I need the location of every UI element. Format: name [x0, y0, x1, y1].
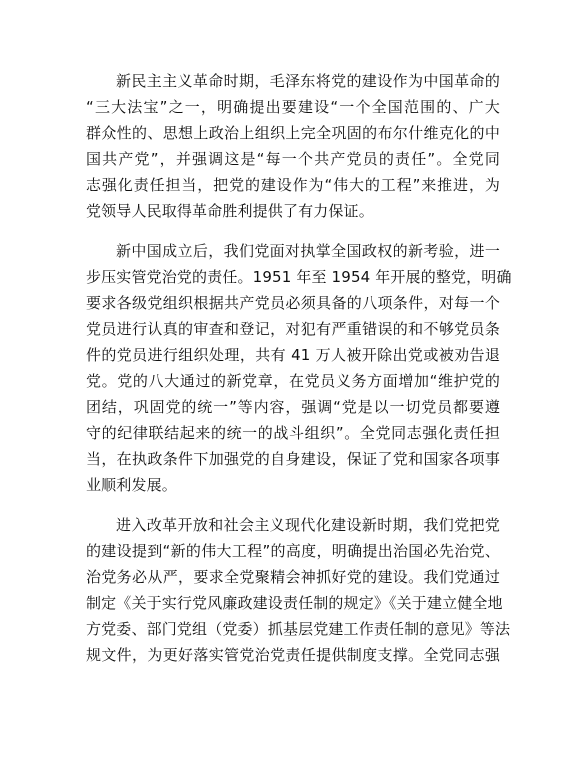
text-line: 件的党员进行组织处理，共有 41 万人被开除出党或被劝告退 [86, 346, 500, 364]
text-line: 新中国成立后，我们党面对执掌全国政权的新考验，进一 [116, 242, 500, 260]
text-line: 规文件，为更好落实管党治党责任提供制度支撑。全党同志强 [86, 646, 500, 664]
text-line: 党。党的八大通过的新党章，在党员义务方面增加“维护党的 [86, 372, 500, 390]
text-line: 当，在执政条件下加强党的自身建设，保证了党和国家各项事 [86, 450, 500, 468]
text-line: 群众性的、思想上政治上组织上完全巩固的布尔什维克化的中 [86, 124, 500, 142]
paragraph-3 [86, 512, 511, 668]
text-line: 制定《关于实行党风廉政建设责任制的规定》《关于建立健全地 [86, 594, 503, 612]
paragraph-1 [86, 68, 500, 224]
text-line: 业顺利发展。 [86, 476, 177, 494]
text-line: 团结，巩固党的统一”等内容，强调“党是以一切党员都要遵 [86, 398, 500, 416]
text-line: 进入改革开放和社会主义现代化建设新时期，我们党把党 [116, 516, 500, 534]
text-line: “三大法宝”之一，明确提出要建设“一个全国范围的、广大 [86, 98, 500, 116]
paragraph-2 [86, 238, 512, 498]
text-line: 党领导人民取得革命胜利提供了有力保证。 [86, 202, 374, 220]
text-line: 步压实管党治党的责任。1951 年至 1954 年开展的整党，明确 [86, 268, 512, 286]
text-line: 的建设提到“新的伟大工程”的高度，明确提出治国必先治党、 [86, 542, 500, 560]
text-line: 党员进行认真的审查和登记，对犯有严重错误的和不够党员条 [86, 320, 500, 338]
text-line: 国共产党”，并强调这是“每一个共产党员的责任”。全党同 [86, 150, 500, 168]
text-line: 志强化责任担当，把党的建设作为“伟大的工程”来推进，为 [86, 176, 500, 194]
text-line: 方党委、部门党组（党委）抓基层党建工作责任制的意见》等法 [86, 620, 511, 638]
text-line: 要求各级党组织根据共产党员必须具备的八项条件，对每一个 [86, 294, 500, 312]
text-line: 新民主主义革命时期，毛泽东将党的建设作为中国革命的 [116, 72, 500, 90]
text-line: 治党务必从严，要求全党聚精会神抓好党的建设。我们党通过 [86, 568, 500, 586]
document-body [86, 68, 512, 682]
text-line: 守的纪律联结起来的统一的战斗组织”。全党同志强化责任担 [86, 424, 500, 442]
